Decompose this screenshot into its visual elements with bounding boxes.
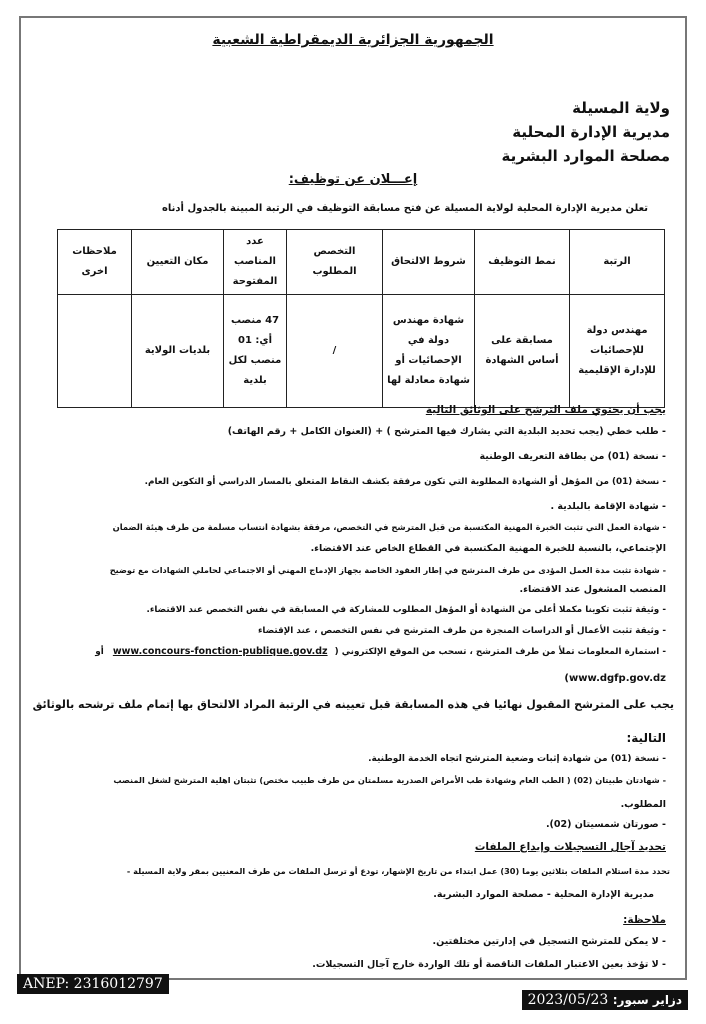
cell-specialty: / bbox=[287, 295, 383, 408]
doc-item: - شهادة العمل التي تثبت الخبرة المهنية المكتسبة من قبل المترشح في التخصص، مرفقة بشهادة انتساب مسلمة من طرف هيئة الضمان bbox=[112, 522, 666, 532]
final-heading-cont: التالية: bbox=[626, 731, 666, 745]
col-header-notes: ملاحظات اخرى bbox=[58, 230, 132, 295]
col-header-conditions: شروط الالتحاق bbox=[383, 230, 475, 295]
link-concours[interactable]: www.concours-fonction-publique.gov.dz bbox=[112, 646, 328, 657]
wilaya-name: ولاية المسيلة bbox=[572, 99, 670, 117]
cell-conditions: شهادة مهندس دولة في الإحصائيات أو شهادة معادلة لها bbox=[383, 295, 475, 408]
newspaper-name: دزاير سبور: bbox=[612, 993, 682, 1007]
directorate-name: مديرية الإدارة المحلية bbox=[512, 123, 670, 141]
form-text: - استمارة المعلومات تملأ من طرف المترشح ، تسحب من الموقع الإلكتروني ( bbox=[334, 647, 666, 657]
col-header-location: مكان التعيين bbox=[132, 230, 224, 295]
doc-item: - شهادة الإقامة بالبلدية . bbox=[550, 501, 666, 512]
deadlines-text-cont: مديرية الإدارة المحلية - مصلحة الموارد البشرية. bbox=[433, 889, 654, 900]
republic-title: الجمهورية الجزائرية الديمقراطية الشعبية bbox=[212, 32, 494, 48]
cell-rank: مهندس دولة للإحصائيات للإدارة الإقليمية bbox=[570, 295, 665, 408]
notes-heading: ملاحظة: bbox=[623, 914, 666, 926]
intro-text: تعلن مديرية الإدارة المحلية لولاية المسيلة عن فتح مسابقة التوظيف في الرتبة المبينة بالجدول أدناه bbox=[161, 203, 648, 214]
date-value: 2023/05/23 bbox=[527, 992, 609, 1008]
link-dgfp[interactable]: (www.dgfp.gov.dz bbox=[564, 673, 666, 684]
documents-heading: يجب أن يحتوي ملف الترشح على الوثائق التالية bbox=[425, 404, 666, 416]
cell-location: بلديات الولاية bbox=[132, 295, 224, 408]
doc-item-form bbox=[26, 646, 666, 658]
final-item: المطلوب. bbox=[620, 799, 666, 810]
cell-mode: مسابقة على أساس الشهادة bbox=[475, 295, 570, 408]
announcement-title: إعـــلان عن توظيف: bbox=[288, 172, 418, 187]
positions-table bbox=[57, 229, 665, 408]
deadlines-text: تحدد مدة استلام الملفات بثلاثين يوما (30) عمل ابتداء من تاريخ الإشهار، تودع أو ترسل الملفات من طرف المعنيين بمقر ولاية المسيلة - bbox=[126, 866, 670, 876]
final-item: - نسخة (01) من شهادة إثبات وضعية المترشح اتجاه الخدمة الوطنية. bbox=[368, 754, 666, 764]
doc-item: - وثيقة تثبت الأعمال أو الدراسات المنجزة من طرف المترشح في نفس التخصص ، عند الإقتضاء bbox=[257, 626, 666, 636]
table-header-row bbox=[58, 230, 665, 295]
note-item: - لا يمكن للمترشح التسجيل في إدارتين مختلفتين. bbox=[432, 936, 666, 947]
or-text: أو bbox=[95, 647, 104, 657]
note-item: - لا تؤخذ بعين الاعتبار الملفات الناقصة أو تلك الواردة خارج آجال التسجيلات. bbox=[312, 959, 666, 970]
deadlines-heading: تحديد آجال التسجيلات وإيداع الملفات bbox=[474, 841, 666, 853]
table-row bbox=[58, 295, 665, 408]
final-heading: يجب على المترشح المقبول نهائيا في هذه المسابقة قبل تعيينه في الرتبة المراد الالتحاق بها إتمام ملف ترشحه بالوثائق bbox=[32, 698, 674, 711]
doc-item: الإجتماعي، بالنسبة للخبرة المهنية المكتسبة في القطاع الخاص عند الاقتضاء. bbox=[310, 543, 666, 554]
publication-date bbox=[522, 990, 688, 1010]
doc-item: المنصب المشغول عند الاقتضاء. bbox=[519, 584, 666, 595]
anep-reference: ANEP: 2316012797 bbox=[17, 974, 169, 994]
service-name: مصلحة الموارد البشرية bbox=[501, 147, 670, 165]
doc-item: - وثيقة تثبت تكوينا مكملا أعلى من الشهادة أو المؤهل المطلوب للمشاركة في المسابقة في نفس التخصص عند الاقتضاء. bbox=[146, 605, 666, 615]
doc-item: - شهادة تثبت مدة العمل المؤدى من طرف المترشح في إطار العقود الخاصة بجهاز الإدماج المهني أو الاجتماعي لحاملي الشهادات مع توضيح bbox=[109, 565, 666, 575]
col-header-mode: نمط التوظيف bbox=[475, 230, 570, 295]
col-header-specialty: التخصص المطلوب bbox=[287, 230, 383, 295]
cell-posts: 47 منصب أي: 01 منصب لكل بلدية bbox=[224, 295, 287, 408]
doc-item: - نسخة (01) من بطاقة التعريف الوطنية bbox=[479, 451, 666, 462]
cell-notes bbox=[58, 295, 132, 408]
col-header-rank: الرتبة bbox=[570, 230, 665, 295]
col-header-posts: عدد المناصب المفتوحة bbox=[224, 230, 287, 295]
doc-item: - طلب خطي (يجب تحديد البلدية التي يشارك فيها المترشح ) + (العنوان الكامل + رقم الهاتف) bbox=[227, 426, 666, 437]
final-item: - شهادتان طبيتان (02) ( الطب العام وشهادة طب الأمراض الصدرية مسلمتان من طرف طبيب مختص) تثبتان اهلية المترشح لشغل المنصب bbox=[113, 775, 666, 785]
doc-item: - نسخة (01) من المؤهل أو الشهادة المطلوبة التي تكون مرفقة بكشف النقاط المتعلق بالمسار الدراسي أو التكوين العام. bbox=[144, 477, 666, 487]
final-item: - صورتان شمسيتان (02). bbox=[545, 819, 666, 830]
